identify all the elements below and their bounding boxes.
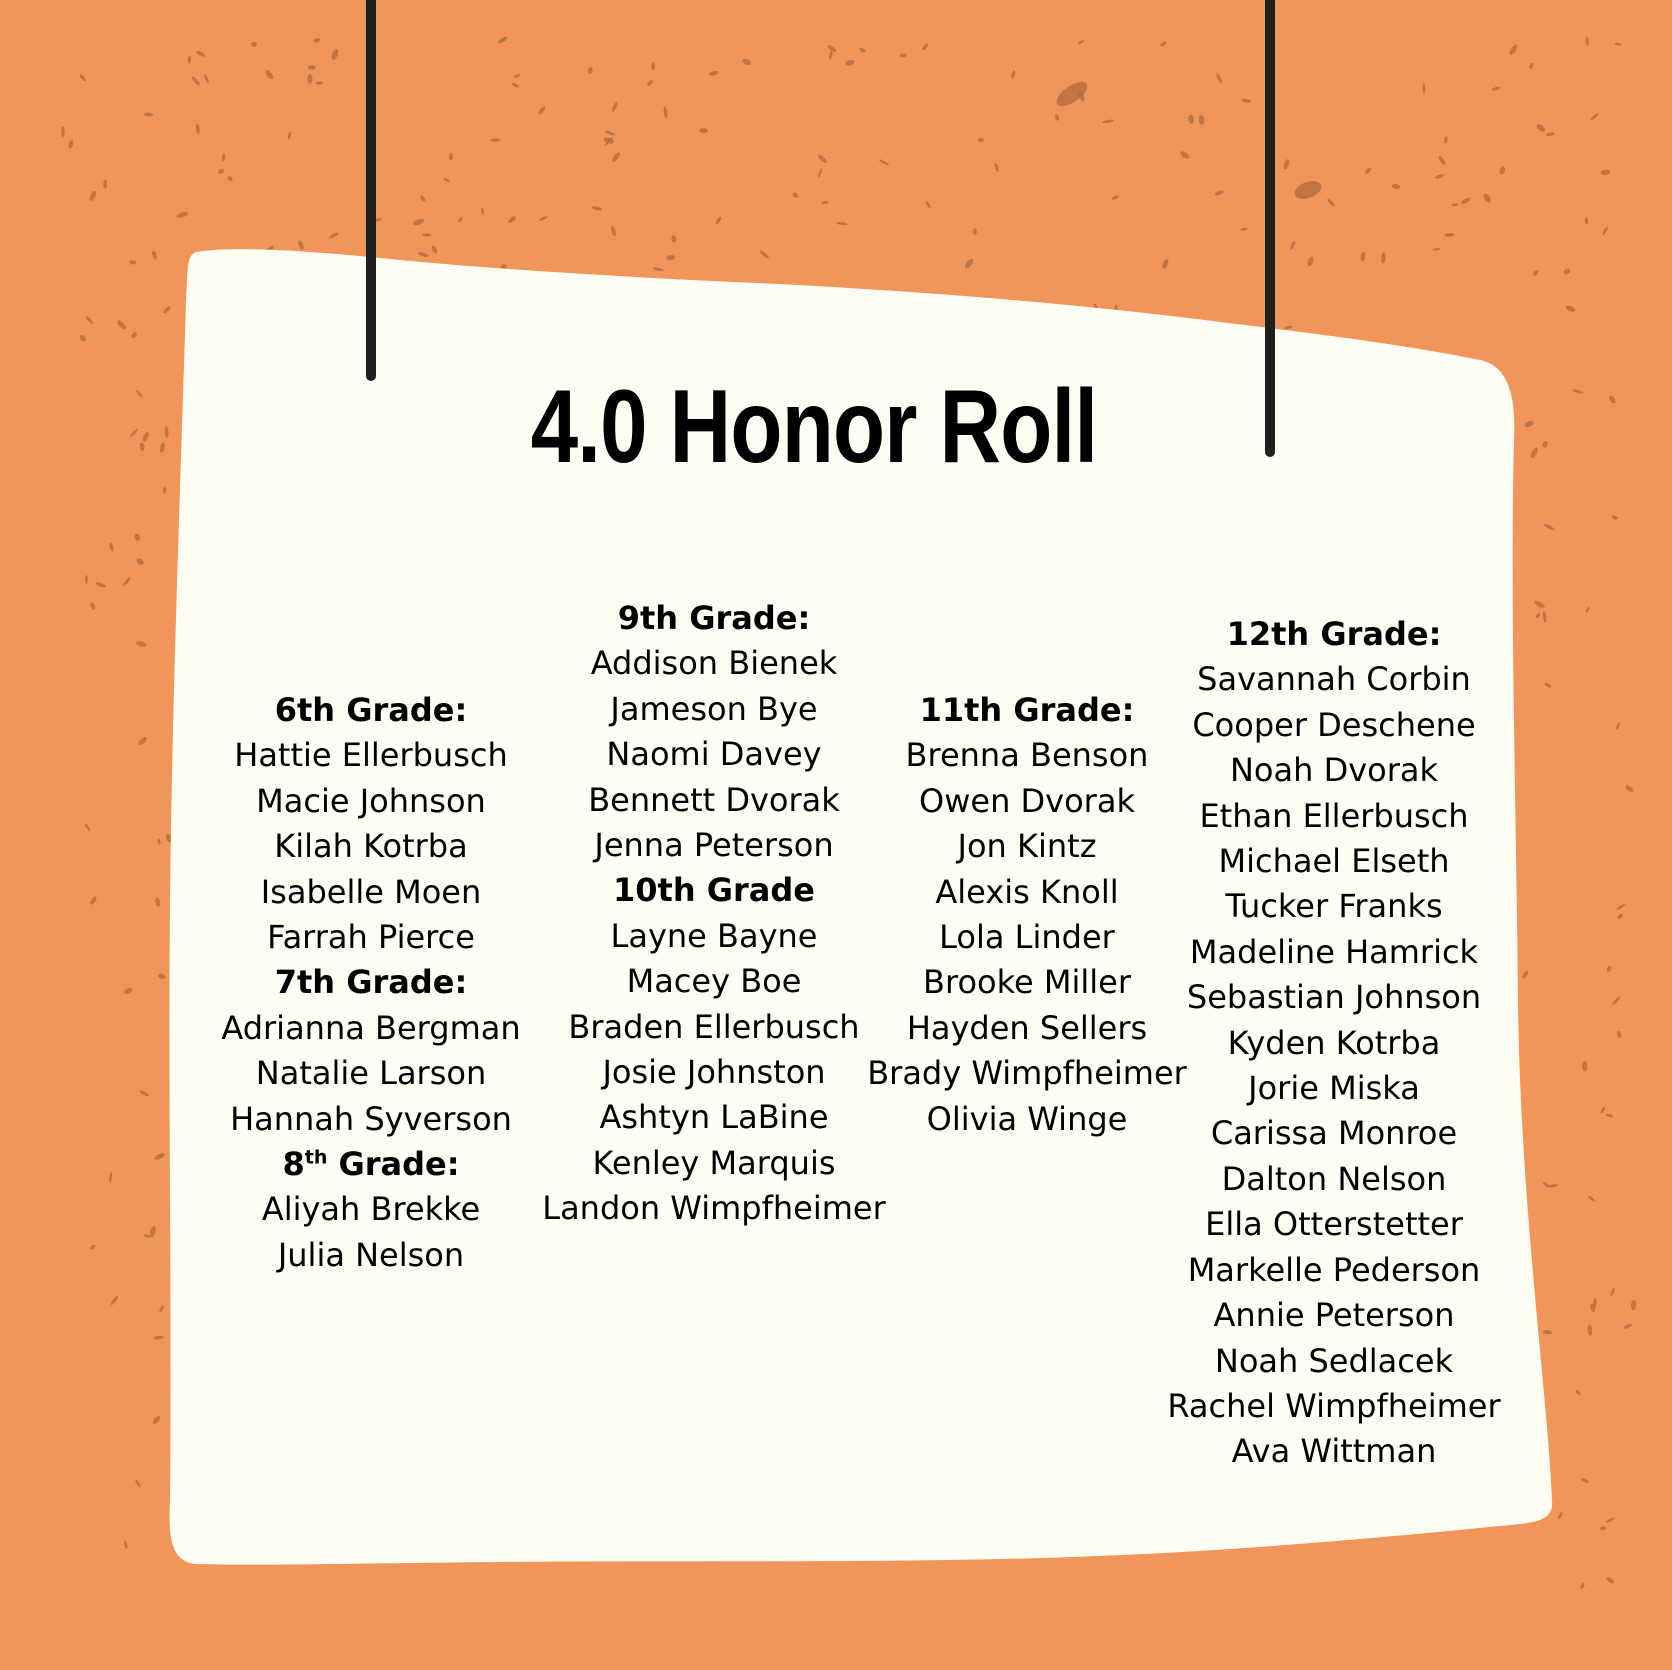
student-name: Jenna Peterson [594, 826, 834, 865]
student-name: Noah Sedlacek [1214, 1341, 1454, 1380]
speckle [129, 428, 139, 438]
speckle [1585, 606, 1591, 614]
speckle [85, 315, 95, 325]
speckle [977, 137, 984, 142]
speckle [157, 973, 166, 980]
speckle [899, 53, 906, 57]
speckle [1605, 1113, 1613, 1118]
speckle [1590, 112, 1600, 121]
speckle [817, 154, 828, 165]
speckle [1586, 37, 1589, 47]
student-name: Olivia Winge [926, 1099, 1128, 1138]
speckle [1521, 970, 1529, 980]
speckle [1444, 233, 1455, 238]
speckle [134, 1478, 141, 1488]
speckle [653, 267, 664, 272]
speckle [109, 542, 115, 552]
student-name: Kyden Kotrba [1227, 1023, 1441, 1062]
speckle [699, 128, 708, 133]
grade-heading-6th: 6th Grade: [274, 691, 468, 729]
grade-heading-9th: 9th Grade: [617, 599, 811, 637]
speckle [1535, 612, 1541, 619]
speckle [162, 305, 171, 314]
speckle [1491, 86, 1500, 91]
speckle [144, 112, 154, 117]
speckle [1214, 189, 1224, 196]
student-name: Jameson Bye [610, 689, 818, 728]
student-name: Markelle Pederson [1187, 1250, 1481, 1289]
speckle [1292, 178, 1324, 203]
speckle [84, 823, 91, 832]
speckle [1608, 395, 1617, 405]
speckle [153, 1335, 164, 1340]
speckle [68, 140, 74, 149]
grade-heading-10th: 10th Grade [613, 871, 815, 910]
speckle [109, 1172, 113, 1184]
speckle [1529, 446, 1539, 459]
speckle [497, 36, 508, 45]
student-name: Carissa Monroe [1210, 1114, 1458, 1153]
speckle [313, 37, 321, 43]
student-name: Sebastian Johnson [1186, 978, 1482, 1017]
student-name: Farrah Pierce [267, 918, 475, 957]
speckle [95, 581, 107, 588]
speckle [143, 1234, 150, 1239]
speckle [715, 216, 722, 225]
speckle [513, 73, 521, 78]
grade-column-12 [1154, 612, 1514, 1475]
speckle [195, 123, 200, 133]
grade-heading-11th: 11th Grade: [919, 691, 1135, 729]
speckle [264, 69, 275, 81]
student-name: Owen Dvorak [919, 781, 1135, 820]
speckle [1572, 389, 1583, 395]
speckle [129, 260, 137, 265]
speckle [1614, 42, 1622, 46]
speckle [1532, 269, 1539, 277]
student-name: Ella Otterstetter [1205, 1205, 1463, 1244]
speckle [481, 208, 485, 216]
speckle [791, 191, 799, 199]
student-name: Isabelle Moen [260, 872, 482, 911]
speckle [1528, 62, 1534, 69]
speckle [422, 233, 431, 236]
grade-column-11 [847, 688, 1207, 1142]
speckle [123, 987, 133, 995]
speckle [1240, 227, 1248, 231]
speckle [1605, 1517, 1616, 1524]
speckle [151, 250, 158, 260]
speckle [1432, 248, 1440, 251]
speckle [1600, 1106, 1606, 1114]
grade-column-middle-school [191, 688, 551, 1278]
student-name: Macey Boe [626, 962, 802, 1001]
speckle [878, 158, 889, 166]
student-name: Ava Wittman [1231, 1432, 1437, 1471]
speckle [419, 195, 426, 203]
student-name: Bennett Dvorak [588, 780, 840, 819]
speckle [1580, 1582, 1586, 1589]
speckle [1606, 965, 1612, 972]
speckle [134, 533, 141, 542]
student-name: Braden Ellerbusch [568, 1007, 860, 1046]
speckle [1587, 1325, 1593, 1336]
speckle [1582, 1061, 1588, 1072]
speckle [1241, 98, 1252, 103]
speckle [1600, 169, 1610, 175]
speckle [845, 59, 856, 67]
speckle [1611, 515, 1618, 520]
student-name: Ethan Ellerbusch [1199, 796, 1469, 835]
speckle [604, 130, 616, 137]
speckle [1545, 131, 1555, 136]
speckle [217, 168, 225, 175]
speckle [1010, 70, 1016, 79]
speckle [153, 1152, 165, 1161]
speckle [603, 136, 615, 145]
speckle [195, 50, 206, 58]
page-title: 4.0 Honor Roll [530, 369, 1098, 485]
speckle [222, 153, 226, 162]
speckle [1283, 159, 1290, 170]
speckle [124, 1540, 128, 1549]
speckle [163, 486, 166, 493]
student-name: Madeline Hamrick [1189, 932, 1479, 971]
speckle [1542, 440, 1549, 448]
speckle [1601, 226, 1608, 236]
speckle [1198, 115, 1204, 125]
student-name: Dalton Nelson [1221, 1159, 1447, 1198]
speckle [1524, 420, 1535, 429]
speckle [1605, 1576, 1614, 1585]
speckle [1623, 1323, 1633, 1330]
student-name: Noah Dvorak [1229, 751, 1439, 790]
speckle [1543, 523, 1555, 531]
student-name: Tucker Franks [1225, 887, 1443, 926]
student-name: Hattie Ellerbusch [234, 736, 508, 775]
speckle [1215, 73, 1222, 84]
speckle [78, 334, 87, 343]
speckle [1584, 217, 1588, 225]
speckle [1616, 903, 1626, 911]
speckle [1381, 252, 1386, 264]
student-name: Rachel Wimpfheimer [1167, 1386, 1501, 1425]
student-name: Cooper Deschene [1192, 705, 1476, 744]
speckle [412, 218, 425, 227]
speckle [1624, 784, 1634, 793]
speckle [1631, 1300, 1637, 1311]
speckle [457, 216, 463, 223]
speckle [1482, 192, 1492, 203]
speckle [591, 205, 603, 211]
student-name: Aliyah Brekke [261, 1190, 481, 1229]
speckle [430, 245, 438, 254]
student-name: Natalie Larson [255, 1054, 487, 1093]
speckle [709, 70, 719, 76]
student-name: Brooke Miller [923, 963, 1131, 1002]
grade-heading-7th: 7th Grade: [274, 963, 468, 1002]
speckle [963, 258, 975, 270]
speckle [1615, 722, 1621, 730]
speckle [1111, 195, 1119, 201]
speckle [90, 602, 97, 611]
speckle [511, 82, 519, 88]
speckle [110, 1295, 119, 1306]
speckle [828, 50, 833, 59]
speckle [1557, 1512, 1563, 1520]
speckle [316, 81, 324, 84]
student-name: Jorie Miska [1248, 1069, 1420, 1108]
student-name: Hayden Sellers [906, 1008, 1148, 1047]
student-name: Julia Nelson [277, 1235, 465, 1274]
speckle [671, 235, 677, 243]
speckle [190, 76, 201, 87]
speckle [817, 168, 822, 178]
student-name: Jon Kintz [957, 827, 1097, 866]
speckle [139, 442, 145, 452]
speckle [103, 179, 107, 188]
speckle [135, 389, 143, 398]
speckle [1575, 1389, 1582, 1396]
speckle [1535, 123, 1546, 133]
student-name: Layne Bayne [610, 916, 818, 955]
student-name: Addison Bienek [590, 644, 838, 683]
speckle [1077, 39, 1084, 45]
speckle [135, 557, 145, 566]
speckle [1364, 167, 1372, 175]
speckle [973, 228, 977, 235]
speckle [287, 131, 292, 139]
speckle [297, 240, 305, 251]
speckle [1444, 136, 1448, 144]
speckle [85, 575, 88, 584]
speckle [1289, 240, 1296, 250]
speckle [122, 576, 131, 586]
speckle [1284, 325, 1293, 329]
speckle [78, 73, 87, 82]
speckle [1543, 1330, 1552, 1335]
speckle [1616, 1030, 1621, 1038]
speckle [1600, 1526, 1607, 1530]
speckle [663, 106, 668, 118]
speckle [89, 1244, 96, 1251]
student-name: Naomi Davey [606, 735, 822, 774]
grade-heading-12th: 12th Grade: [1226, 615, 1442, 653]
student-name: Lola Linder [939, 918, 1115, 957]
student-name: Josie Johnston [602, 1053, 826, 1092]
speckle [1580, 1477, 1589, 1484]
speckle [1434, 173, 1444, 179]
speckle [330, 48, 339, 61]
speckle [1460, 197, 1471, 205]
speckle [1161, 258, 1170, 269]
speckle [611, 151, 622, 163]
speckle [1499, 166, 1506, 176]
speckle [176, 211, 189, 219]
speckle [646, 79, 654, 87]
student-name: Alexis Knoll [935, 872, 1119, 911]
speckle [1508, 43, 1518, 56]
speckle [1160, 41, 1167, 47]
speckle [88, 190, 97, 202]
speckle [507, 215, 517, 224]
speckle [157, 838, 161, 845]
speckle [187, 56, 191, 64]
speckle [921, 43, 929, 52]
speckle [741, 57, 752, 66]
speckle [994, 163, 1000, 173]
speckle [227, 175, 234, 182]
speckle [116, 319, 128, 331]
speckle [1188, 115, 1194, 124]
speckle [139, 1089, 150, 1097]
speckle [1326, 198, 1336, 208]
speckle [154, 897, 161, 907]
speckle [1307, 256, 1315, 267]
speckle [1423, 83, 1426, 94]
speckle [821, 201, 829, 205]
speckle [1102, 119, 1114, 124]
speckle [1451, 203, 1458, 206]
student-name: Michael Elseth [1218, 842, 1450, 881]
speckle [836, 222, 848, 226]
speckle [610, 225, 617, 236]
speckle [1617, 913, 1623, 920]
speckle [61, 126, 65, 137]
speckle [203, 74, 209, 84]
speckle [443, 177, 450, 182]
student-name: Macie Johnson [256, 781, 486, 820]
speckle [759, 249, 770, 259]
student-name: Brenna Benson [905, 736, 1149, 775]
speckle [587, 66, 593, 74]
speckle [449, 152, 454, 160]
speckle [1565, 304, 1577, 313]
speckle [307, 74, 312, 84]
speckle [611, 101, 619, 112]
speckle [1360, 252, 1366, 262]
student-name: Kilah Kotrba [274, 827, 468, 866]
student-name: Annie Peterson [1213, 1296, 1455, 1335]
speckle [1562, 267, 1571, 276]
speckle [137, 736, 148, 747]
grade-column-9-10 [534, 596, 894, 1232]
student-name: Kenley Marquis [592, 1143, 836, 1182]
speckle [158, 1305, 164, 1314]
speckle [858, 47, 866, 54]
speckle [1544, 682, 1553, 689]
speckle [1542, 611, 1547, 623]
speckle [1391, 183, 1400, 190]
speckle [1533, 599, 1545, 609]
speckle [925, 200, 932, 209]
speckle [1179, 150, 1190, 160]
student-name: Ashtyn LaBine [599, 1098, 829, 1137]
student-name: Hannah Syverson [230, 1099, 512, 1138]
speckle [308, 65, 316, 69]
student-name: Landon Wimpfheimer [542, 1189, 886, 1228]
speckle [666, 254, 676, 260]
speckle [538, 215, 548, 221]
speckle [651, 62, 655, 69]
speckle [1611, 996, 1621, 1006]
speckle [135, 641, 147, 648]
speckle [1054, 114, 1060, 121]
speckle [130, 331, 138, 339]
speckle [490, 138, 500, 141]
speckle [89, 896, 98, 906]
speckle [1053, 77, 1092, 111]
student-name: Savannah Corbin [1197, 660, 1471, 699]
student-name: Brady Wimpfheimer [867, 1054, 1187, 1093]
speckle [328, 231, 339, 239]
speckle [251, 42, 258, 48]
speckle [1588, 1195, 1596, 1202]
speckle [501, 264, 507, 269]
grade-heading-8th: 8th Grade: [282, 1145, 460, 1184]
speckle [537, 105, 546, 115]
speckle [417, 251, 429, 258]
speckle [151, 1414, 162, 1425]
speckle [1437, 155, 1446, 166]
speckle [1610, 1287, 1616, 1297]
student-name: Adrianna Bergman [221, 1008, 521, 1047]
